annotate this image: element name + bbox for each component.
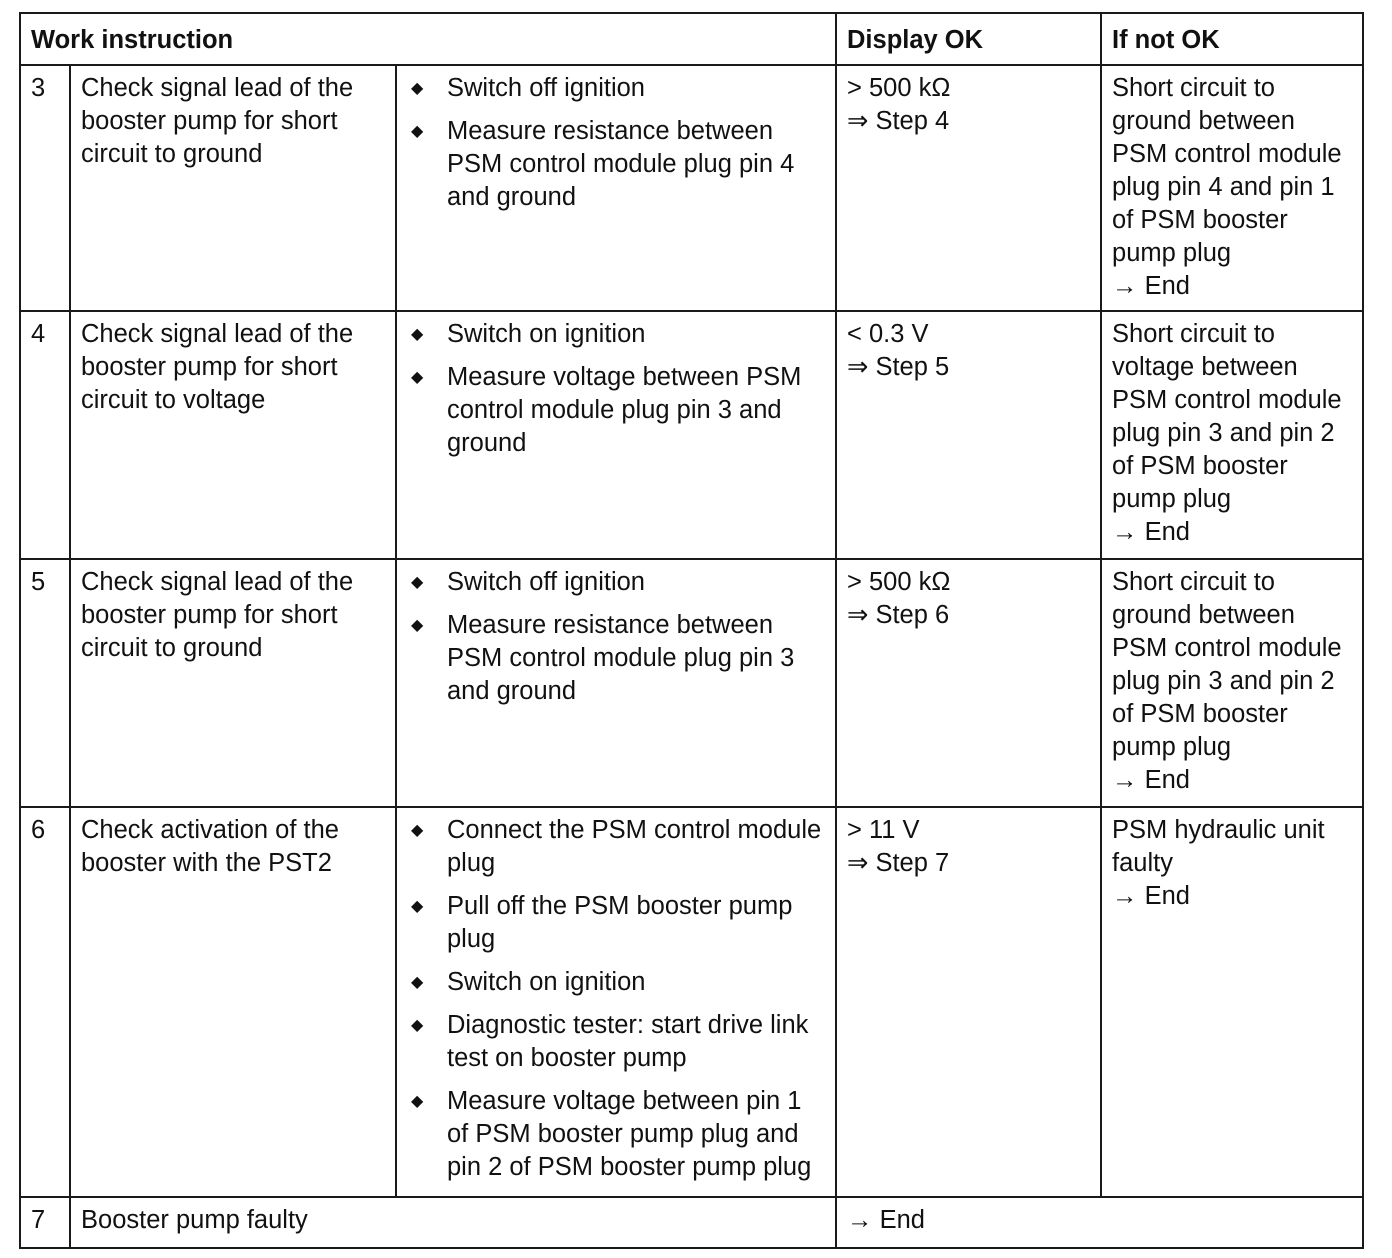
display-ok-cell (836, 559, 1101, 807)
diamond-bullet-icon: ◆ (411, 974, 424, 991)
action-list (407, 566, 825, 708)
action-item (407, 115, 825, 214)
action-text: Diagnostic tester: start drive link test on booster pump (447, 1011, 809, 1072)
action-text: Pull off the PSM booster pump plug (447, 892, 793, 953)
display-ok-value: < 0.3 V (847, 320, 929, 348)
action-list (407, 72, 825, 214)
fault-description: PSM hydraulic unit faulty (1112, 816, 1325, 877)
action-text: Switch off ignition (447, 74, 645, 102)
action-text: Connect the PSM control module plug (447, 816, 822, 877)
next-step-link: ⇒ Step 7 (847, 849, 950, 877)
action-item (407, 1085, 825, 1184)
diamond-bullet-icon: ◆ (411, 1017, 424, 1034)
check-description: Check signal lead of the booster pump for short circuit to ground (70, 559, 396, 807)
check-description: Booster pump faulty (70, 1197, 836, 1248)
diamond-bullet-icon: ◆ (411, 1093, 424, 1110)
display-ok-cell (836, 1197, 1363, 1248)
step-number: 4 (20, 311, 70, 559)
if-not-ok-cell (1101, 807, 1363, 1197)
action-item (407, 566, 825, 599)
action-text: Switch on ignition (447, 968, 646, 996)
table-row (20, 311, 1363, 559)
action-item (407, 814, 825, 880)
action-list-cell (396, 559, 836, 807)
step-number: 7 (20, 1197, 70, 1248)
table-header-row (20, 13, 1363, 65)
action-text: Switch on ignition (447, 320, 646, 348)
step-number: 6 (20, 807, 70, 1197)
fault-description: Short circuit to voltage between PSM control module plug pin 3 and pin 2 of PSM booster pump plug (1112, 320, 1342, 513)
display-ok-value: > 11 V (847, 816, 920, 844)
header-work-instruction: Work instruction (20, 13, 836, 65)
table-row (20, 1197, 1363, 1248)
display-ok-cell (836, 311, 1101, 559)
action-item (407, 318, 825, 351)
header-display-ok: Display OK (836, 13, 1101, 65)
if-not-ok-cell (1101, 65, 1363, 311)
action-text: Measure voltage between PSM control module plug pin 3 and ground (447, 363, 802, 457)
diamond-bullet-icon: ◆ (411, 80, 424, 97)
next-step-link: ⇒ Step 5 (847, 353, 950, 381)
end-marker: → End (847, 1206, 925, 1234)
check-description: Check signal lead of the booster pump for short circuit to voltage (70, 311, 396, 559)
end-marker: → End (1112, 272, 1190, 300)
fault-description: Short circuit to ground between PSM control module plug pin 3 and pin 2 of PSM booster pump plug (1112, 568, 1342, 761)
diamond-bullet-icon: ◆ (411, 898, 424, 915)
action-text: Measure resistance between PSM control module plug pin 3 and ground (447, 611, 795, 705)
action-item (407, 1009, 825, 1075)
check-description: Check activation of the booster with the PST2 (70, 807, 396, 1197)
end-marker: → End (1112, 518, 1190, 546)
action-item (407, 72, 825, 105)
action-list-cell (396, 311, 836, 559)
diamond-bullet-icon: ◆ (411, 574, 424, 591)
end-marker: → End (1112, 882, 1190, 910)
check-description: Check signal lead of the booster pump for short circuit to ground (70, 65, 396, 311)
diamond-bullet-icon: ◆ (411, 822, 424, 839)
table-row (20, 807, 1363, 1197)
diamond-bullet-icon: ◆ (411, 326, 424, 343)
action-text: Measure resistance between PSM control module plug pin 4 and ground (447, 117, 795, 211)
display-ok-value: > 500 kΩ (847, 568, 951, 596)
table-row (20, 559, 1363, 807)
action-list (407, 318, 825, 460)
action-text: Measure voltage between pin 1 of PSM booster pump plug and pin 2 of PSM booster pump plug (447, 1087, 812, 1181)
if-not-ok-cell (1101, 311, 1363, 559)
action-list-cell (396, 807, 836, 1197)
display-ok-cell (836, 807, 1101, 1197)
display-ok-value: > 500 kΩ (847, 74, 951, 102)
table-row (20, 65, 1363, 311)
display-ok-cell (836, 65, 1101, 311)
diamond-bullet-icon: ◆ (411, 617, 424, 634)
end-marker: → End (1112, 766, 1190, 794)
work-instruction-table (19, 12, 1364, 1249)
action-list-cell (396, 65, 836, 311)
action-text: Switch off ignition (447, 568, 645, 596)
action-item (407, 361, 825, 460)
action-item (407, 966, 825, 999)
action-item (407, 609, 825, 708)
step-number: 3 (20, 65, 70, 311)
next-step-link: ⇒ Step 4 (847, 107, 950, 135)
diamond-bullet-icon: ◆ (411, 369, 424, 386)
step-number: 5 (20, 559, 70, 807)
fault-description: Short circuit to ground between PSM control module plug pin 4 and pin 1 of PSM booster pump plug (1112, 74, 1342, 267)
if-not-ok-cell (1101, 559, 1363, 807)
diamond-bullet-icon: ◆ (411, 123, 424, 140)
action-list (407, 814, 825, 1184)
action-item (407, 890, 825, 956)
next-step-link: ⇒ Step 6 (847, 601, 950, 629)
header-if-not-ok: If not OK (1101, 13, 1363, 65)
